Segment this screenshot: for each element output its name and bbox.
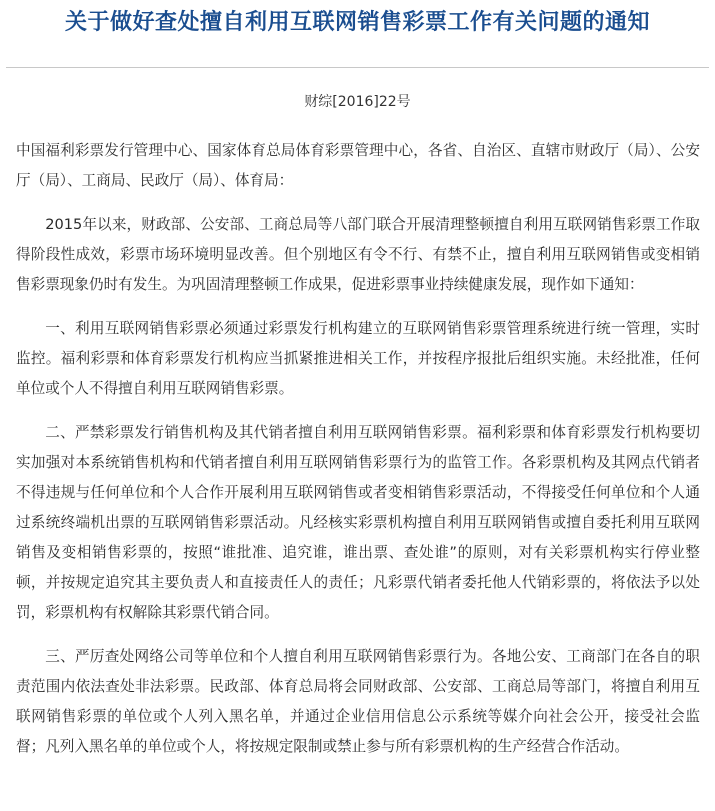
item-paragraph-3: 三、严厉查处网络公司等单位和个人擅自利用互联网销售彩票行为。各地公安、工商部门在各自的职责范围内依法查处非法彩票。民政部、体育总局将会同财政部、公安部、工商总局等部门，将擅自利用互联网销售彩票的单位或个人列入黑名单，并通过企业信用信息公示系统等媒介向社会公开，接受社会监督；凡列入黑名单的单位或个人，将按规定限制或禁止参与所有彩票机构的生产经营合作活动。: [16, 648, 700, 755]
document-body: [16, 136, 700, 776]
document-title: 关于做好查处擅自利用互联网销售彩票工作有关问题的通知: [64, 10, 650, 35]
document-number: 财综[2016]22号: [304, 94, 411, 110]
item-paragraph-2: 二、严禁彩票发行销售机构及其代销者擅自利用互联网销售彩票。福利彩票和体育彩票发行机构要切实加强对本系统销售机构和代销者擅自利用互联网销售彩票行为的监管工作。各彩票机构及其网点代销者不得违规与任何单位和个人合作开展利用互联网销售或者变相销售彩票活动，不得接受任何单位和个人通过系统终端机出票的互联网销售彩票活动。凡经核实彩票机构擅自利用互联网销售或擅自委托利用互联网销售及变相销售彩票的，按照“谁批准、追究谁，谁出票、查处谁”的原则，对有关彩票机构实行停业整顿，并按规定追究其主要负责人和直接责任人的责任；凡彩票代销者委托他人代销彩票的，将依法予以处罚，彩票机构有权解除其彩票代销合同。: [16, 424, 700, 621]
item-paragraph-1: 一、利用互联网销售彩票必须通过彩票发行机构建立的互联网销售彩票管理系统进行统一管理，实时监控。福利彩票和体育彩票发行机构应当抓紧推进相关工作，并按程序报批后组织实施。未经批准，任何单位或个人不得擅自利用互联网销售彩票。: [16, 320, 700, 397]
title-divider: [6, 67, 709, 68]
addressees-paragraph: 中国福利彩票发行管理中心、国家体育总局体育彩票管理中心，各省、自治区、直辖市财政厅（局）、公安厅（局）、工商局、民政厅（局）、体育局：: [16, 142, 700, 189]
intro-paragraph: 2015年以来，财政部、公安部、工商总局等八部门联合开展清理整顿擅自利用互联网销售彩票工作取得阶段性成效，彩票市场环境明显改善。但个别地区有令不行、有禁不止，擅自利用互联网销售或变相销售彩票现象仍时有发生。为巩固清理整顿工作成果，促进彩票事业持续健康发展，现作如下通知：: [16, 216, 700, 293]
